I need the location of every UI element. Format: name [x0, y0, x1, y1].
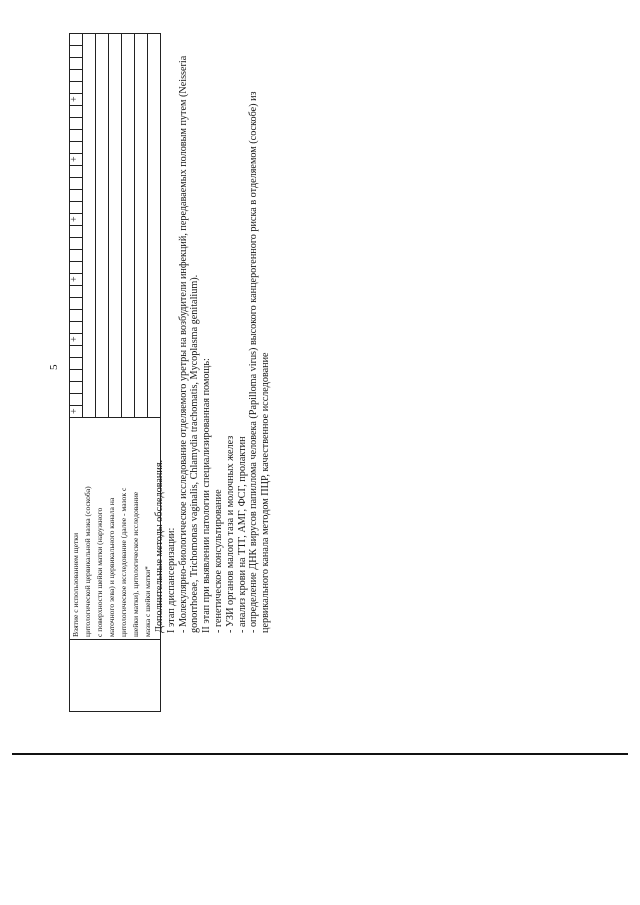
mark-cell [70, 202, 83, 214]
plus-mark: + [69, 216, 80, 222]
mark-cell [70, 406, 83, 418]
mark-cell [70, 382, 83, 394]
mark-cell [70, 154, 83, 166]
text-line: - генетическое консультирование [212, 489, 224, 633]
mark-cell [70, 142, 83, 154]
mark-cell [70, 70, 83, 82]
horizontal-rule [12, 753, 628, 755]
text-line: - определение ДНК вирусов папиллома человека (Papilloma virus) высокого канцерогенного риска в отделяемом (соскобе) из [248, 91, 260, 633]
text-line: цервикального канала методом ПЦР, качественное исследование [260, 352, 272, 633]
mark-cell [70, 358, 83, 370]
text-line: gonorrhoeae, Trichomonas vaginalis, Chlamydia trachomatis, Mycoplasma genitalium). [189, 274, 201, 633]
mark-cell [70, 226, 83, 238]
mark-cell [70, 394, 83, 406]
mark-row [135, 34, 148, 418]
procedure-line: цитологическое исследование (далее - мазок с [119, 487, 128, 637]
mark-row [83, 34, 96, 418]
mark-cell [70, 214, 83, 226]
empty-cell [70, 640, 161, 712]
mark-cell [70, 94, 83, 106]
text-line: - Молекулярно-биологическое исследование отделяемого уретры на возбудители инфекций, передаваемых половым путем (Neisseria [177, 55, 189, 633]
mark-cell [70, 262, 83, 274]
mark-cell [70, 286, 83, 298]
procedure-line: с поверхности шейки матки (наружного [95, 507, 104, 637]
mark-cell [70, 322, 83, 334]
mark-cell [70, 34, 83, 46]
mark-cell [70, 178, 83, 190]
mark-cell [70, 166, 83, 178]
mark-cell [70, 238, 83, 250]
procedure-line: цитологической цервикальной мазка (соскоба) [83, 486, 92, 637]
mark-cell [70, 190, 83, 202]
additional-methods-text [154, 21, 272, 633]
rotated-page [48, 12, 348, 712]
table-row [70, 34, 83, 712]
plus-mark: + [69, 96, 80, 102]
plus-mark: + [69, 156, 80, 162]
mark-row [109, 34, 122, 418]
plus-mark: + [69, 276, 80, 282]
mark-cell [70, 58, 83, 70]
procedure-line: мазка с шейки матки* [143, 566, 152, 637]
procedure-line: Взятие с использованием щетки [71, 532, 80, 637]
page-number: 5 [48, 364, 60, 370]
procedure-line: маточного зева) и цервикального канала на [107, 497, 116, 637]
mark-cell [70, 310, 83, 322]
text-line: Дополнительные методы обследования. [154, 459, 165, 633]
plus-mark: + [69, 408, 80, 414]
text-line: - анализ крови на ТТГ, АМГ, ФСГ, пролактин [236, 436, 248, 633]
procedure-line: шейки матки), цитологическое исследование [131, 491, 140, 637]
mark-cell [70, 82, 83, 94]
text-line: I этап диспансеризации: [165, 527, 177, 633]
mark-cell [70, 370, 83, 382]
text-line: - УЗИ органов малого таза и молочных желез [224, 435, 236, 633]
screening-table [69, 33, 161, 712]
mark-cell [70, 106, 83, 118]
mark-cell [70, 118, 83, 130]
procedure-cell [70, 418, 161, 640]
text-line: II этап при выявлении патологии специализированная помощь: [201, 358, 213, 633]
mark-cell [70, 46, 83, 58]
mark-cell [70, 130, 83, 142]
mark-row [122, 34, 135, 418]
mark-cell [70, 274, 83, 286]
plus-mark: + [69, 336, 80, 342]
mark-cell [70, 346, 83, 358]
mark-row [96, 34, 109, 418]
mark-cell [70, 298, 83, 310]
mark-cell [70, 334, 83, 346]
mark-cell [70, 250, 83, 262]
